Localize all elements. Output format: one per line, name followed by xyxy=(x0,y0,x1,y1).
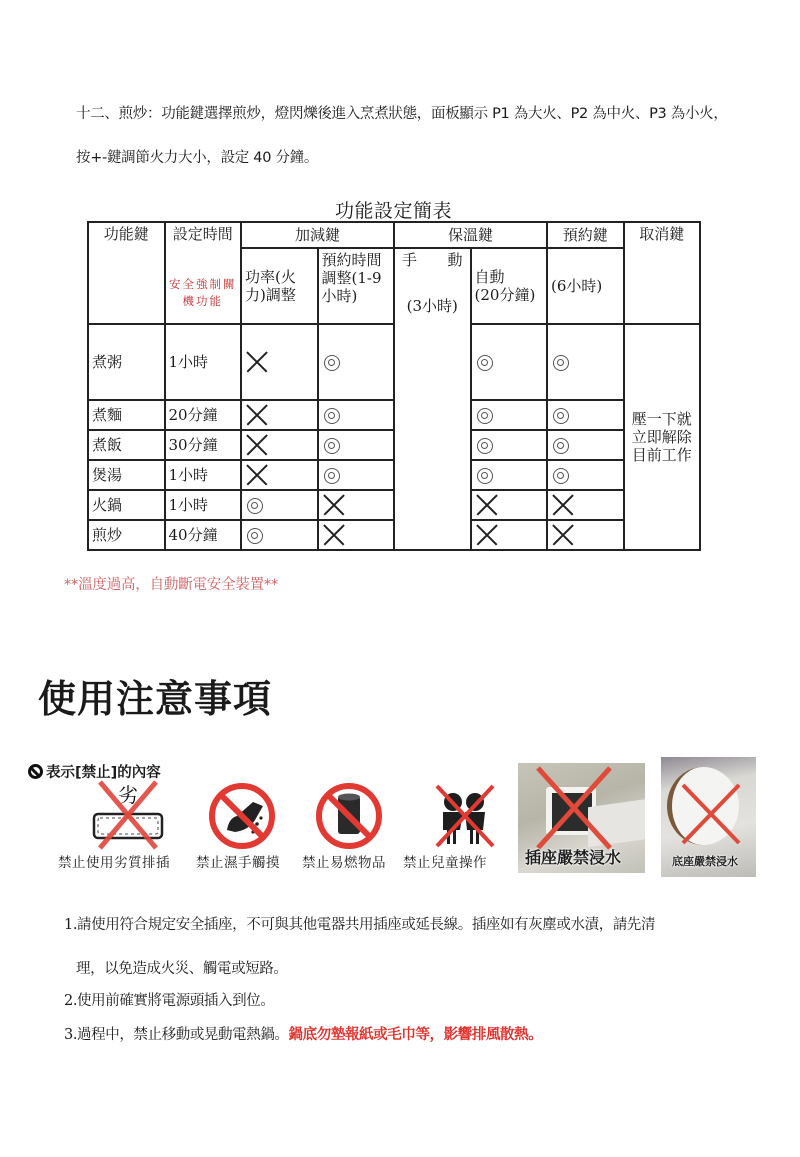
row-function: 火鍋 xyxy=(88,490,165,520)
row-function: 煮粥 xyxy=(88,324,165,400)
safety-shutdown-note: 安全強制關機功能 xyxy=(169,277,237,308)
table-title: 功能設定簡表 xyxy=(335,200,453,222)
row-power xyxy=(241,400,318,430)
double-circle-icon xyxy=(324,355,340,371)
row-auto xyxy=(471,520,548,550)
row-reserve xyxy=(547,520,624,550)
cross-icon xyxy=(322,524,344,546)
wet-hands-icon xyxy=(205,780,285,850)
row-function: 煮麵 xyxy=(88,400,165,430)
intro-line-1: 十二、煎炒：功能鍵選擇煎炒，燈閃爍後進入烹煮狀態，面板顯示 P1 為大火、P2 為中火、P3 為小火， xyxy=(76,106,728,122)
precautions-heading: 使用注意事項 xyxy=(38,677,273,721)
note-3-text: 3.過程中，禁止移動或晃動電熱鍋。 xyxy=(64,1027,289,1043)
table-header-row xyxy=(88,222,700,248)
cross-icon xyxy=(245,464,267,486)
row-time: 1小時 xyxy=(165,460,242,490)
row-auto xyxy=(471,430,548,460)
header-power-adjust: 功率(火力)調整 xyxy=(241,248,318,324)
cross-icon xyxy=(245,434,267,456)
row-reserve xyxy=(547,430,624,460)
children-caption: 禁止兒童操作 xyxy=(403,855,487,871)
row-function: 煲湯 xyxy=(88,460,165,490)
double-circle-icon xyxy=(324,468,340,484)
row-timer xyxy=(318,460,395,490)
header-keep-warm: 保溫鍵 xyxy=(394,222,547,248)
row-power xyxy=(241,490,318,520)
intro-line-2: 按+-鍵調節火力大小，設定 40 分鐘。 xyxy=(76,150,319,166)
row-function: 煮飯 xyxy=(88,430,165,460)
header-manual: 手 動 (3小時) xyxy=(394,248,471,550)
row-reserve xyxy=(547,400,624,430)
row-function: 煎炒 xyxy=(88,520,165,550)
wet-hands-caption: 禁止濕手觸摸 xyxy=(196,855,280,871)
cross-icon xyxy=(551,494,573,516)
bad-power-strip-icon xyxy=(88,780,168,850)
row-power xyxy=(241,520,318,550)
double-circle-icon xyxy=(553,408,569,424)
header-cancel: 取消鍵 xyxy=(624,222,701,324)
note-3-emphasis: 鍋底勿墊報紙或毛巾等，影響排風散熱。 xyxy=(288,1027,543,1043)
header-function-key: 功能鍵 xyxy=(88,222,165,324)
row-power xyxy=(241,460,318,490)
row-power xyxy=(241,430,318,460)
double-circle-icon xyxy=(324,408,340,424)
cross-icon xyxy=(245,351,267,373)
double-circle-icon xyxy=(553,438,569,454)
children-icon xyxy=(425,780,505,850)
note-1-line-1: 1.請使用符合規定安全插座，不可與其他電器共用插座或延長線。插座如有灰塵或水漬，請先清 xyxy=(64,917,656,933)
header-reserve: 預約鍵 xyxy=(547,222,624,248)
double-circle-icon xyxy=(247,528,263,544)
cross-icon xyxy=(245,404,267,426)
row-power xyxy=(241,324,318,400)
socket-no-water-photo xyxy=(518,763,645,873)
bad-power-strip-caption: 禁止使用劣質排插 xyxy=(58,855,170,871)
cancel-note: 壓一下就 立即解除 目前工作 xyxy=(624,324,701,550)
note-2: 2.使用前確實將電源頭插入到位。 xyxy=(64,993,275,1009)
svg-text:劣: 劣 xyxy=(118,783,138,807)
row-time: 1小時 xyxy=(165,490,242,520)
header-reserve-duration: (6小時) xyxy=(547,248,624,324)
function-settings-table xyxy=(87,221,701,551)
note-3 xyxy=(64,1023,542,1044)
header-plus-minus: 加減鍵 xyxy=(241,222,394,248)
double-circle-icon xyxy=(553,468,569,484)
double-circle-icon xyxy=(247,498,263,514)
double-circle-icon xyxy=(324,438,340,454)
row-reserve xyxy=(547,324,624,400)
row-auto xyxy=(471,400,548,430)
flammables-icon xyxy=(310,780,390,850)
cross-icon xyxy=(551,524,573,546)
base-no-water-caption: 底座嚴禁浸水 xyxy=(672,855,738,868)
row-time: 30分鐘 xyxy=(165,430,242,460)
row-timer xyxy=(318,490,395,520)
double-circle-icon xyxy=(553,355,569,371)
double-circle-icon xyxy=(477,468,493,484)
header-auto: 自動 (20分鐘) xyxy=(471,248,548,324)
row-auto xyxy=(471,324,548,400)
cross-icon xyxy=(322,494,344,516)
flammables-caption: 禁止易燃物品 xyxy=(302,855,386,871)
row-reserve xyxy=(547,460,624,490)
prohibited-legend: 表示[禁止]的內容 xyxy=(28,761,161,782)
socket-no-water-caption: 插座嚴禁浸水 xyxy=(525,848,622,867)
row-reserve xyxy=(547,490,624,520)
double-circle-icon xyxy=(477,355,493,371)
row-time: 1小時 xyxy=(165,324,242,400)
row-time: 20分鐘 xyxy=(165,400,242,430)
row-timer xyxy=(318,520,395,550)
double-circle-icon xyxy=(477,408,493,424)
base-no-water-photo xyxy=(661,757,756,877)
row-timer xyxy=(318,430,395,460)
cross-icon xyxy=(475,524,497,546)
row-auto xyxy=(471,490,548,520)
row-timer xyxy=(318,324,395,400)
note-1-line-2: 理，以免造成火災、觸電或短路。 xyxy=(76,961,288,977)
header-set-time: 設定時間 安全強制關機功能 xyxy=(165,222,242,324)
row-time: 40分鐘 xyxy=(165,520,242,550)
row-auto xyxy=(471,460,548,490)
header-timer-adjust: 預約時間調整(1-9小時) xyxy=(318,248,395,324)
prohibited-icon xyxy=(28,764,43,779)
overheat-safety-note: **溫度過高，自動斷電安全裝置** xyxy=(64,577,279,593)
cross-icon xyxy=(475,494,497,516)
double-circle-icon xyxy=(477,438,493,454)
row-timer xyxy=(318,400,395,430)
